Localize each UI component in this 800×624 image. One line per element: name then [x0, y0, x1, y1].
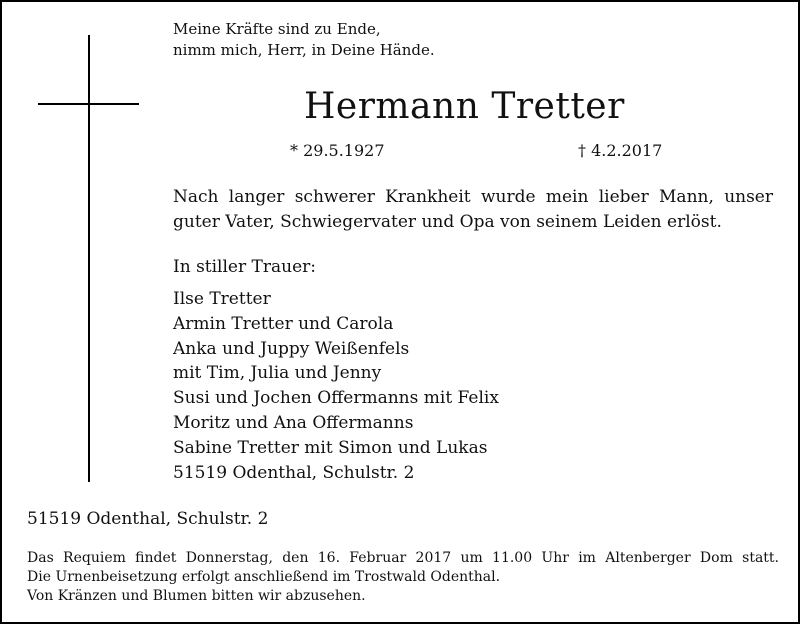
flowers-request-line: Von Kränzen und Blumen bitten wir abzusehen. — [27, 588, 366, 604]
birth-date: * 29.5.1927 — [290, 141, 385, 160]
cross-horizontal-bar — [38, 103, 139, 105]
family-member: Ilse Tretter — [173, 289, 271, 309]
family-address: 51519 Odenthal, Schulstr. 2 — [173, 462, 415, 483]
mourning-address: 51519 Odenthal, Schulstr. 2 — [27, 509, 269, 529]
verse-line-1: Meine Kräfte sind zu Ende, — [173, 20, 381, 38]
deceased-name: Hermann Tretter — [304, 86, 625, 127]
urn-burial-line: Die Urnenbeisetzung erfolgt anschließend im Trostwald Odenthal. — [27, 569, 501, 585]
verse — [173, 19, 435, 61]
family-member: Susi und Jochen Offermanns mit Felix — [173, 388, 499, 409]
family-member: Sabine Tretter mit Simon und Lukas — [173, 437, 488, 458]
funeral-information — [27, 549, 779, 606]
death-date: † 4.2.2017 — [578, 141, 663, 160]
family-member: Armin Tretter und Carola — [173, 313, 394, 334]
family-member: mit Tim, Julia und Jenny — [173, 363, 382, 384]
death-notice-text: Nach langer schwerer Krankheit wurde mein lieber Mann, unser guter Vater, Schwiegervater und Opa von seinem Leiden erlöst. — [173, 187, 773, 232]
requiem-line: Das Requiem findet Donnerstag, den 16. Februar 2017 um 11.00 Uhr im Altenberger Dom statt. — [27, 550, 779, 566]
verse-line-2: nimm mich, Herr, in Deine Hände. — [173, 41, 435, 59]
mourning-heading: In stiller Trauer: — [173, 257, 316, 277]
family-list — [173, 287, 499, 485]
family-member: Anka und Juppy Weißenfels — [173, 338, 410, 359]
family-member: Moritz und Ana Offermanns — [173, 412, 414, 433]
